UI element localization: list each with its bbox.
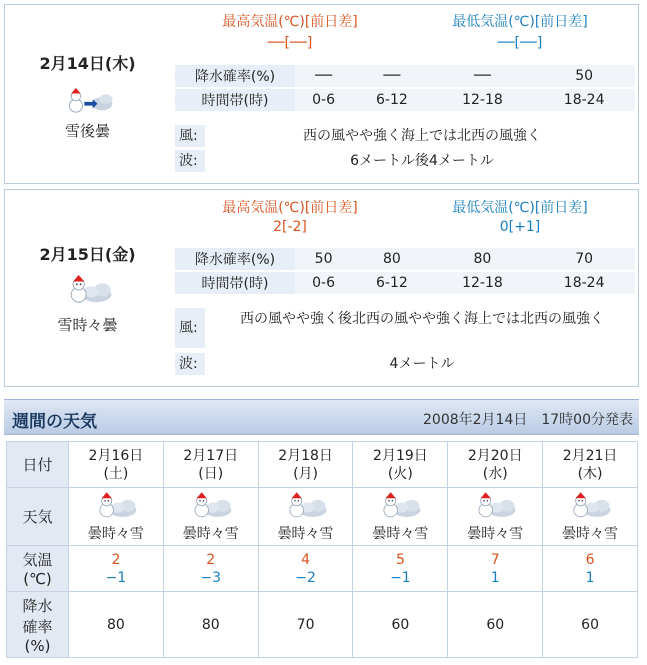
cloud-snow-icon xyxy=(94,491,138,519)
time-label: 時間帯(時) xyxy=(175,89,295,113)
min-temp-label: 最低気温(℃)[前日差] xyxy=(452,200,588,216)
time-range: 18-24 xyxy=(533,272,635,296)
week-date-cell xyxy=(69,442,164,488)
weekly-table xyxy=(6,441,638,658)
week-weather: 曇時々雪 xyxy=(372,525,429,542)
week-date: 2月16日 xyxy=(88,447,144,464)
week-hi: 5 xyxy=(395,551,405,568)
week-temp-cell xyxy=(258,546,353,592)
week-hi: 4 xyxy=(301,551,311,568)
wind-row xyxy=(175,125,635,149)
week-hi: 7 xyxy=(490,551,500,568)
wave-text: 4メートル xyxy=(389,356,455,372)
wind-label: 風: xyxy=(175,308,205,348)
week-precip: 70 xyxy=(258,592,353,658)
precip-value: 70 xyxy=(533,248,635,272)
week-hi: 2 xyxy=(206,551,216,568)
issued-time: 2008年2月14日 17時00分発表 xyxy=(423,412,633,428)
day-summary xyxy=(5,5,170,183)
snow-sometimes-cloud-icon xyxy=(63,274,115,304)
max-temp-value: 2[-2] xyxy=(273,219,307,235)
cloud-snow-icon xyxy=(189,491,233,519)
week-weather: 曇時々雪 xyxy=(562,525,619,542)
week-date: 2月20日 xyxy=(467,447,523,464)
wind-row xyxy=(175,308,635,350)
week-lo: −1 xyxy=(105,569,127,586)
precip-value: 80 xyxy=(432,248,534,272)
max-temp-label: 最高気温(℃)[前日差] xyxy=(222,200,358,216)
week-date-cell xyxy=(163,442,258,488)
week-weather: 曇時々雪 xyxy=(277,525,334,542)
week-lo: −2 xyxy=(295,569,316,586)
week-lo: −1 xyxy=(390,569,411,586)
wind-label: 風: xyxy=(175,125,205,147)
temp-row xyxy=(7,546,638,592)
week-temp-cell xyxy=(543,546,638,592)
time-range: 12-18 xyxy=(432,272,534,296)
time-range: 6-12 xyxy=(352,89,431,113)
temp-row-label-line: 気温 xyxy=(22,551,53,569)
week-lo: 1 xyxy=(585,569,595,586)
time-range: 0-6 xyxy=(295,89,352,113)
min-temp-value: 0[+1] xyxy=(499,219,541,235)
week-hi: 6 xyxy=(585,551,595,568)
time-range: 12-18 xyxy=(432,89,534,113)
day-forecast-panel xyxy=(4,189,639,387)
min-temp-value: ──[──] xyxy=(497,35,543,51)
precip-row xyxy=(7,592,638,658)
week-temp-cell xyxy=(69,546,164,592)
weekly-header xyxy=(4,399,639,435)
precip-row-label-line: 確率 xyxy=(22,617,53,636)
max-temp-label: 最高気温(℃)[前日差] xyxy=(222,14,358,30)
date-row xyxy=(7,442,638,488)
week-weather-cell xyxy=(69,488,164,546)
precip-value: 50 xyxy=(533,65,635,89)
week-hi: 2 xyxy=(111,551,121,568)
week-date: 2月18日 xyxy=(278,447,333,464)
cloud-snow-icon xyxy=(568,491,612,519)
date-row-label: 日付 xyxy=(7,442,69,488)
weather-row-label: 天気 xyxy=(7,488,69,546)
week-weather-cell xyxy=(448,488,543,546)
precip-row-label-unit: (%) xyxy=(24,636,51,655)
week-weather: 曇時々雪 xyxy=(182,525,239,542)
time-label: 時間帯(時) xyxy=(175,272,295,296)
precip-value: ── xyxy=(352,65,431,89)
precip-value: ── xyxy=(432,65,534,89)
wave-text: 6メートル後4メートル xyxy=(350,153,494,169)
week-precip: 60 xyxy=(543,592,638,658)
precip-value: 50 xyxy=(295,248,352,272)
week-weekday: (木) xyxy=(577,465,603,482)
wave-label: 波: xyxy=(175,353,205,375)
precip-value: 80 xyxy=(352,248,431,272)
time-range: 6-12 xyxy=(352,272,431,296)
temp-row-label xyxy=(7,546,69,592)
time-range: 0-6 xyxy=(295,272,352,296)
week-weekday: (日) xyxy=(198,465,224,482)
week-weekday: (月) xyxy=(293,465,319,482)
day-forecast-panel xyxy=(4,4,639,184)
precip-value: ── xyxy=(295,65,352,89)
week-weekday: (火) xyxy=(387,465,413,482)
day-date: 2月15日(金) xyxy=(39,245,136,264)
week-temp-cell xyxy=(448,546,543,592)
week-precip: 60 xyxy=(448,592,543,658)
week-weather-cell xyxy=(258,488,353,546)
precip-row-label xyxy=(7,592,69,658)
week-weather-cell xyxy=(163,488,258,546)
day-weather: 雪後曇 xyxy=(64,122,110,140)
cloud-snow-icon xyxy=(284,491,328,519)
precip-row-label-line: 降水 xyxy=(22,596,53,615)
week-weather: 曇時々雪 xyxy=(87,525,144,542)
day-date: 2月14日(木) xyxy=(39,54,136,73)
cloud-snow-icon xyxy=(378,491,422,519)
week-weekday: (土) xyxy=(103,465,129,482)
week-precip: 80 xyxy=(69,592,164,658)
week-precip: 60 xyxy=(353,592,448,658)
week-temp-cell xyxy=(163,546,258,592)
day-weather: 雪時々曇 xyxy=(57,316,118,334)
wave-label: 波: xyxy=(175,150,205,172)
week-date-cell xyxy=(448,442,543,488)
wind-text: 西の風やや強く海上では北西の風強く xyxy=(303,128,541,144)
precip-table xyxy=(175,65,635,113)
snow-then-cloud-icon xyxy=(63,85,115,115)
min-temp-label: 最低気温(℃)[前日差] xyxy=(452,14,588,30)
weekly-title: 週間の天気 xyxy=(12,412,97,432)
week-date-cell xyxy=(543,442,638,488)
wind-text: 西の風やや強く後北西の風やや強く海上では北西の風強く xyxy=(240,311,604,327)
day-summary xyxy=(5,190,170,386)
temp-row-label-unit: (℃) xyxy=(23,570,52,588)
week-temp-cell xyxy=(353,546,448,592)
week-date: 2月17日 xyxy=(183,447,239,464)
week-weather-cell xyxy=(353,488,448,546)
week-date: 2月21日 xyxy=(562,447,618,464)
week-date: 2月19日 xyxy=(373,447,428,464)
precip-label: 降水確率(%) xyxy=(175,248,295,272)
week-precip: 80 xyxy=(163,592,258,658)
week-weather: 曇時々雪 xyxy=(467,525,524,542)
week-weather-cell xyxy=(543,488,638,546)
week-date-cell xyxy=(353,442,448,488)
week-weekday: (水) xyxy=(482,465,508,482)
precip-label: 降水確率(%) xyxy=(175,65,295,89)
wave-row xyxy=(175,150,635,174)
precip-table xyxy=(175,248,635,296)
week-date-cell xyxy=(258,442,353,488)
time-range: 18-24 xyxy=(533,89,635,113)
weather-row xyxy=(7,488,638,546)
wave-row xyxy=(175,353,635,377)
week-lo: 1 xyxy=(490,569,500,586)
max-temp-value: ──[──] xyxy=(267,35,313,51)
week-lo: −3 xyxy=(200,569,222,586)
cloud-snow-icon xyxy=(473,491,517,519)
